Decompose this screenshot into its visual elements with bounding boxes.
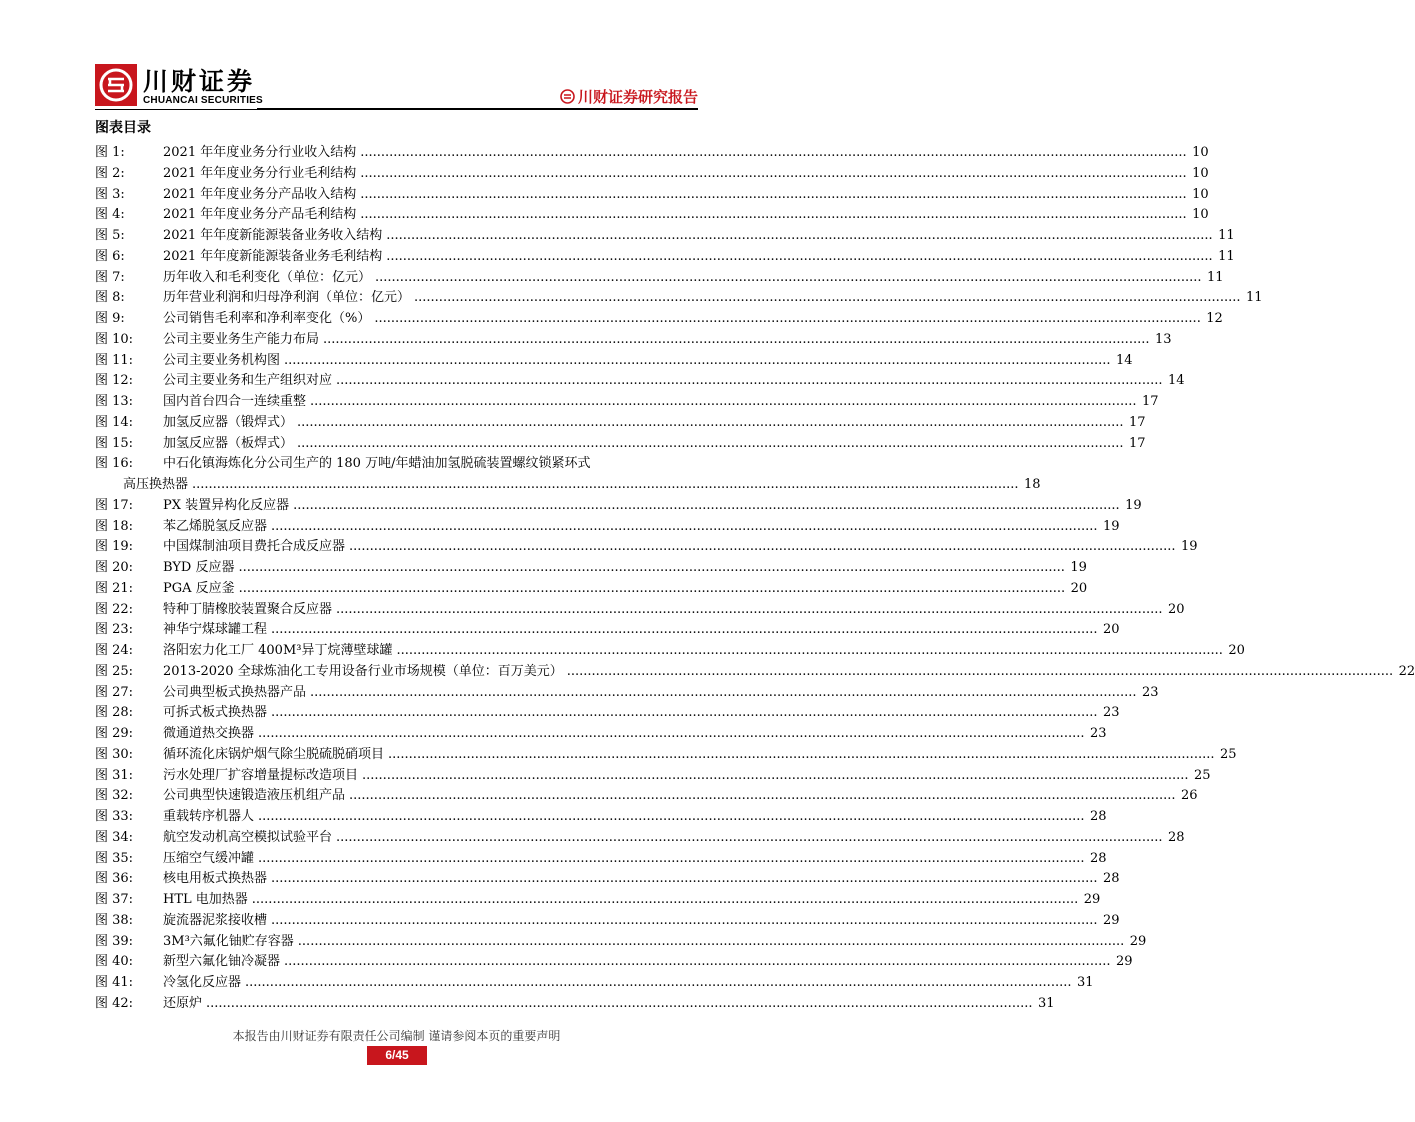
toc-leader-dots: ........................................................................................................................................................................................................ <box>297 933 1125 949</box>
toc-entry-page: 31 <box>1037 995 1055 1011</box>
toc-leader-dots: ........................................................................................................................................................................................................ <box>414 290 1241 306</box>
toc-entry-page: 14 <box>1115 352 1133 368</box>
toc-entry-number: 图 2: <box>95 165 125 181</box>
toc-entry-number: 图 4: <box>95 207 125 223</box>
toc-entry[interactable] <box>95 226 1235 247</box>
toc-entry[interactable] <box>95 683 1159 704</box>
report-logo-icon <box>560 89 575 104</box>
toc-entry-number: 图 29: <box>95 726 134 741</box>
toc-entry-number: 图 28: <box>95 705 134 721</box>
toc-entry[interactable] <box>95 413 1146 434</box>
toc-leader-dots: ........................................................................................................................................................................................................ <box>271 912 1098 928</box>
toc-entry-page: 13 <box>1154 331 1172 347</box>
company-logo <box>95 64 137 106</box>
toc-entry[interactable] <box>95 330 1172 351</box>
toc-entry[interactable] <box>95 994 1055 1015</box>
toc-entry-number: 图 17: <box>95 497 134 513</box>
toc-entry-title: 2021 年年度业务分行业毛利结构 <box>163 165 357 181</box>
toc-entry-title: 2021 年年度业务分行业收入结构 <box>163 145 357 160</box>
toc-entry-number: 图 23: <box>95 622 134 638</box>
toc-entry[interactable] <box>95 392 1159 413</box>
toc-entry-page: 19 <box>1102 518 1120 534</box>
toc-entry-number: 图 7: <box>95 269 125 285</box>
toc-entry[interactable] <box>95 932 1147 953</box>
toc-entry[interactable] <box>95 309 1223 330</box>
toc-entry-number: 图 30: <box>95 746 134 762</box>
toc-leader-dots: ........................................................................................................................................................................................................ <box>192 477 1019 492</box>
toc-entry-number: 图 22: <box>95 601 134 617</box>
toc-leader-dots: ........................................................................................................................................................................................................ <box>566 663 1394 679</box>
toc-entry-page: 14 <box>1167 373 1185 389</box>
toc-leader-dots: ........................................................................................................................................................................................................ <box>284 352 1111 368</box>
toc-entry-title: 公司典型板式换热器产品 <box>163 684 307 700</box>
toc-entry[interactable] <box>95 766 1211 787</box>
toc-entry-title: 中国煤制油项目费托合成反应器 <box>163 539 346 555</box>
toc-entry-title: 3M³六氟化铀贮存容器 <box>163 933 294 949</box>
toc-entry-page: 25 <box>1219 746 1237 762</box>
toc-entry-number: 图 35: <box>95 850 134 866</box>
toc-entry-number: 图 20: <box>95 560 134 575</box>
toc-entry[interactable] <box>95 724 1107 745</box>
toc-entry-title: 公司主要业务生产能力布局 <box>163 331 320 347</box>
toc-entry-number: 图 8: <box>95 290 125 306</box>
company-name-cn: 川财证券 <box>143 67 256 96</box>
toc-entry-page: 11 <box>1218 228 1235 243</box>
toc-leader-dots: ........................................................................................................................................................................................................ <box>297 435 1124 451</box>
toc-leader-dots: ........................................................................................................................................................................................................ <box>336 373 1163 389</box>
toc-leader-dots: ........................................................................................................................................................................................................ <box>375 269 1202 285</box>
toc-leader-dots: ........................................................................................................................................................................................................ <box>386 228 1213 243</box>
toc-entry-title: 洛阳宏力化工厂 400M³异丁烷薄壁球罐 <box>163 643 393 658</box>
toc-leader-dots: ........................................................................................................................................................................................................ <box>293 497 1120 513</box>
toc-entry-page: 28 <box>1089 809 1107 824</box>
toc-leader-dots: ........................................................................................................................................................................................................ <box>271 705 1098 721</box>
toc-leader-dots: ........................................................................................................................................................................................................ <box>258 726 1085 741</box>
toc-entry-title: 新型六氟化铀冷凝器 <box>163 954 281 970</box>
toc-entry-title: 2021 年年度业务分产品毛利结构 <box>163 207 357 223</box>
toc-entry-page: 19 <box>1070 560 1087 575</box>
toc-entry-number: 图 21: <box>95 580 134 596</box>
toc-entry-number: 图 27: <box>95 684 134 700</box>
toc-entry-page: 29 <box>1115 954 1133 970</box>
logo-mark-icon <box>95 64 137 106</box>
toc-entry-page: 29 <box>1129 933 1147 949</box>
toc-entry-number: 图 25: <box>95 663 134 679</box>
toc-entry-number: 图 19: <box>95 539 134 555</box>
toc-entry-number: 图 13: <box>95 394 134 409</box>
toc-leader-dots: ........................................................................................................................................................................................................ <box>238 560 1065 575</box>
toc-entry-title: 污水处理厂扩容增量提标改造项目 <box>163 767 359 783</box>
toc-entry[interactable] <box>95 434 1146 455</box>
toc-entry-page: 17 <box>1128 435 1146 451</box>
toc-entry[interactable] <box>95 185 1209 206</box>
toc-leader-dots: ........................................................................................................................................................................................................ <box>310 684 1137 700</box>
toc-entry[interactable] <box>95 537 1198 558</box>
toc-leader-dots: ........................................................................................................................................................................................................ <box>297 414 1124 430</box>
toc-entry[interactable] <box>95 600 1185 621</box>
toc-entry[interactable] <box>95 268 1224 289</box>
toc-entry-title: 公司典型快速锻造液压机组产品 <box>163 788 346 804</box>
toc-leader-dots: ........................................................................................................................................................................................................ <box>336 601 1163 617</box>
toc-entry-page: 23 <box>1102 705 1120 721</box>
toc-entry-page: 28 <box>1102 871 1120 887</box>
toc-entry-page: 17 <box>1128 414 1146 430</box>
toc-entry-number: 图 33: <box>95 809 134 824</box>
toc-entry-page: 18 <box>1023 477 1041 492</box>
toc-leader-dots: ........................................................................................................................................................................................................ <box>360 186 1187 202</box>
toc-entry-title: 循环流化床锅炉烟气除尘脱硫脱硝项目 <box>163 746 385 762</box>
report-tag <box>560 86 698 107</box>
toc-entry[interactable] <box>95 662 1415 683</box>
toc-entry-page: 29 <box>1083 892 1101 907</box>
toc-entry-title: 冷氢化反应器 <box>163 975 242 990</box>
toc-leader-dots: ........................................................................................................................................................................................................ <box>258 809 1085 824</box>
toc-entry-page: 31 <box>1076 975 1094 990</box>
toc-entry-number: 图 34: <box>95 829 134 845</box>
toc-entry-number: 图 36: <box>95 871 134 887</box>
toc-leader-dots: ........................................................................................................................................................................................................ <box>362 767 1189 783</box>
toc-entry-number: 图 6: <box>95 248 125 264</box>
toc-leader-dots: ........................................................................................................................................................................................................ <box>360 165 1187 181</box>
toc-entry-title: 2021 年年度新能源装备业务毛利结构 <box>163 248 383 264</box>
toc-entry-title: 神华宁煤球罐工程 <box>163 622 268 638</box>
toc-leader-dots: ........................................................................................................................................................................................................ <box>284 954 1111 970</box>
page-number-badge: 6/45 <box>367 1046 427 1065</box>
toc-entry-number: 图 40: <box>95 954 134 970</box>
toc-entry-title: 微通道热交换器 <box>163 726 255 741</box>
toc-entry-title: HTL 电加热器 <box>163 892 248 907</box>
toc-entry-number: 图 16: <box>95 456 134 472</box>
toc-entry[interactable] <box>95 205 1209 226</box>
toc-entry[interactable] <box>95 807 1107 828</box>
toc-leader-dots: ........................................................................................................................................................................................................ <box>238 580 1066 596</box>
toc-entry[interactable] <box>95 973 1094 994</box>
toc-entry-title: PGA 反应釜 <box>163 580 235 596</box>
toc-entry-number: 图 15: <box>95 435 134 451</box>
section-title: 图表目录 <box>95 120 151 136</box>
toc-entry-title: 2021 年年度业务分产品收入结构 <box>163 186 357 202</box>
toc-entry-page: 25 <box>1193 767 1211 783</box>
toc-entry-page: 10 <box>1192 145 1209 160</box>
toc-entry-title: 公司主要业务机构图 <box>163 352 281 368</box>
toc-entry-page: 29 <box>1102 912 1120 928</box>
toc-entry-number: 图 24: <box>95 643 134 658</box>
toc-entry-page: 11 <box>1245 290 1263 306</box>
toc-entry-title: 2013-2020 全球炼油化工专用设备行业市场规模（单位：百万美元） <box>163 663 563 679</box>
toc-entry[interactable] <box>95 786 1198 807</box>
toc-entry-page: 23 <box>1089 726 1107 741</box>
toc-entry[interactable] <box>95 371 1185 392</box>
toc-entry[interactable] <box>95 620 1120 641</box>
toc-entry[interactable] <box>95 849 1107 870</box>
toc-entry-page: 11 <box>1206 269 1224 285</box>
toc-entry[interactable] <box>95 288 1263 309</box>
toc-entry-number: 图 9: <box>95 311 125 326</box>
toc-entry-number: 图 1: <box>95 145 125 160</box>
toc-entry[interactable] <box>95 143 1209 164</box>
header-divider-thick <box>257 108 698 110</box>
toc-entry-number: 图 37: <box>95 892 134 907</box>
toc-entry-page: 20 <box>1228 643 1245 658</box>
figure-toc-list <box>95 143 1415 1015</box>
toc-entry-page: 11 <box>1218 248 1235 264</box>
toc-entry[interactable] <box>95 496 1142 517</box>
toc-entry[interactable] <box>95 911 1120 932</box>
toc-entry-page: 23 <box>1141 684 1159 700</box>
toc-entry-number: 图 41: <box>95 975 134 990</box>
toc-leader-dots: ........................................................................................................................................................................................................ <box>271 871 1098 887</box>
toc-entry-number: 图 42: <box>95 995 134 1011</box>
toc-entry[interactable] <box>95 952 1133 973</box>
toc-leader-dots: ........................................................................................................................................................................................................ <box>336 829 1163 845</box>
toc-entry-number: 图 10: <box>95 331 134 347</box>
toc-leader-dots: ........................................................................................................................................................................................................ <box>386 248 1213 264</box>
toc-entry[interactable] <box>95 247 1235 268</box>
toc-entry-page: 10 <box>1192 165 1209 181</box>
toc-entry-title: 苯乙烯脱氢反应器 <box>163 518 268 534</box>
toc-entry[interactable] <box>95 517 1120 538</box>
toc-entry-page: 19 <box>1125 497 1142 513</box>
toc-entry-number: 图 32: <box>95 788 134 804</box>
toc-entry-title: 加氢反应器（板焊式） <box>163 435 294 451</box>
toc-entry-title: 历年营业利润和归母净利润（单位：亿元） <box>163 290 411 306</box>
toc-entry[interactable] <box>95 454 1041 496</box>
toc-leader-dots: ........................................................................................................................................................................................................ <box>349 539 1176 555</box>
toc-entry-title: BYD 反应器 <box>163 560 235 575</box>
toc-entry-page: 28 <box>1167 829 1185 845</box>
toc-entry-page: 22 <box>1398 663 1415 679</box>
toc-entry-number: 图 11: <box>95 352 134 368</box>
toc-entry-number: 图 31: <box>95 767 134 783</box>
toc-entry-number: 图 18: <box>95 518 134 534</box>
toc-entry[interactable] <box>95 869 1120 890</box>
toc-entry[interactable] <box>95 641 1245 662</box>
toc-entry[interactable] <box>95 558 1087 579</box>
toc-entry-page: 20 <box>1102 622 1120 638</box>
toc-leader-dots: ........................................................................................................................................................................................................ <box>271 518 1098 534</box>
toc-entry-page: 28 <box>1089 850 1107 866</box>
toc-entry-title: 压缩空气缓冲罐 <box>163 850 255 866</box>
toc-entry-title: 重载转序机器人 <box>163 809 255 824</box>
toc-entry-page: 17 <box>1141 394 1159 409</box>
toc-entry-number: 图 12: <box>95 373 134 389</box>
toc-entry-title-continued: 高压换热器 <box>123 477 189 492</box>
toc-leader-dots: ........................................................................................................................................................................................................ <box>374 311 1201 326</box>
toc-entry-title: 中石化镇海炼化分公司生产的 180 万吨/年蜡油加氢脱硫装置螺纹锁紧环式 <box>163 456 591 472</box>
toc-entry-title: 特种丁腈橡胶装置聚合反应器 <box>163 601 333 617</box>
toc-entry[interactable] <box>95 890 1101 911</box>
toc-entry-title: 加氢反应器（锻焊式） <box>163 414 294 430</box>
toc-entry-title: PX 装置异构化反应器 <box>163 497 290 513</box>
toc-entry-number: 图 39: <box>95 933 134 949</box>
toc-leader-dots: ........................................................................................................................................................................................................ <box>388 746 1215 762</box>
toc-entry-title: 历年收入和毛利变化（单位：亿元） <box>163 269 372 285</box>
toc-entry-number: 图 38: <box>95 912 134 928</box>
toc-entry-page: 10 <box>1192 186 1209 202</box>
toc-entry-title: 旋流器泥浆接收槽 <box>163 912 268 928</box>
footer-disclaimer: 本报告由川财证券有限责任公司编制 谨请参阅本页的重要声明 <box>232 1029 561 1043</box>
toc-leader-dots: ........................................................................................................................................................................................................ <box>310 394 1137 409</box>
toc-entry[interactable] <box>95 579 1088 600</box>
toc-entry-title: 可拆式板式换热器 <box>163 705 268 721</box>
toc-leader-dots: ........................................................................................................................................................................................................ <box>245 975 1072 990</box>
toc-entry-title: 国内首台四合一连续重整 <box>163 394 307 409</box>
toc-entry-title: 2021 年年度新能源装备业务收入结构 <box>163 228 383 243</box>
toc-entry-number: 图 14: <box>95 414 134 430</box>
toc-entry-page: 20 <box>1070 580 1088 596</box>
toc-entry-page: 19 <box>1180 539 1198 555</box>
toc-leader-dots: ........................................................................................................................................................................................................ <box>396 643 1223 658</box>
report-tag-label: 川财证券研究报告 <box>577 88 698 106</box>
toc-entry-page: 20 <box>1167 601 1185 617</box>
toc-entry[interactable] <box>95 745 1237 766</box>
toc-entry-page: 26 <box>1180 788 1198 804</box>
toc-leader-dots: ........................................................................................................................................................................................................ <box>258 850 1085 866</box>
toc-entry-number: 图 3: <box>95 186 125 202</box>
toc-leader-dots: ........................................................................................................................................................................................................ <box>360 207 1187 223</box>
toc-entry-title: 公司主要业务和生产组织对应 <box>163 373 333 389</box>
toc-entry-number: 图 5: <box>95 228 125 243</box>
company-name-en: CHUANCAI SECURITIES <box>143 95 263 106</box>
toc-entry[interactable] <box>95 164 1209 185</box>
toc-entry-page: 10 <box>1192 207 1209 223</box>
toc-entry[interactable] <box>95 828 1185 849</box>
toc-entry-title: 还原炉 <box>163 995 203 1011</box>
toc-leader-dots: ........................................................................................................................................................................................................ <box>251 892 1079 907</box>
toc-entry-page: 12 <box>1206 311 1223 326</box>
toc-entry[interactable] <box>95 703 1120 724</box>
toc-leader-dots: ........................................................................................................................................................................................................ <box>360 145 1187 160</box>
toc-leader-dots: ........................................................................................................................................................................................................ <box>271 622 1098 638</box>
toc-entry-title: 公司销售毛利率和净利率变化（%） <box>163 311 371 326</box>
toc-entry-title: 核电用板式换热器 <box>163 871 268 887</box>
toc-leader-dots: ........................................................................................................................................................................................................ <box>206 995 1033 1011</box>
toc-leader-dots: ........................................................................................................................................................................................................ <box>323 331 1150 347</box>
toc-entry[interactable] <box>95 351 1133 372</box>
toc-entry-title: 航空发动机高空模拟试验平台 <box>163 829 333 845</box>
toc-leader-dots: ........................................................................................................................................................................................................ <box>349 788 1176 804</box>
